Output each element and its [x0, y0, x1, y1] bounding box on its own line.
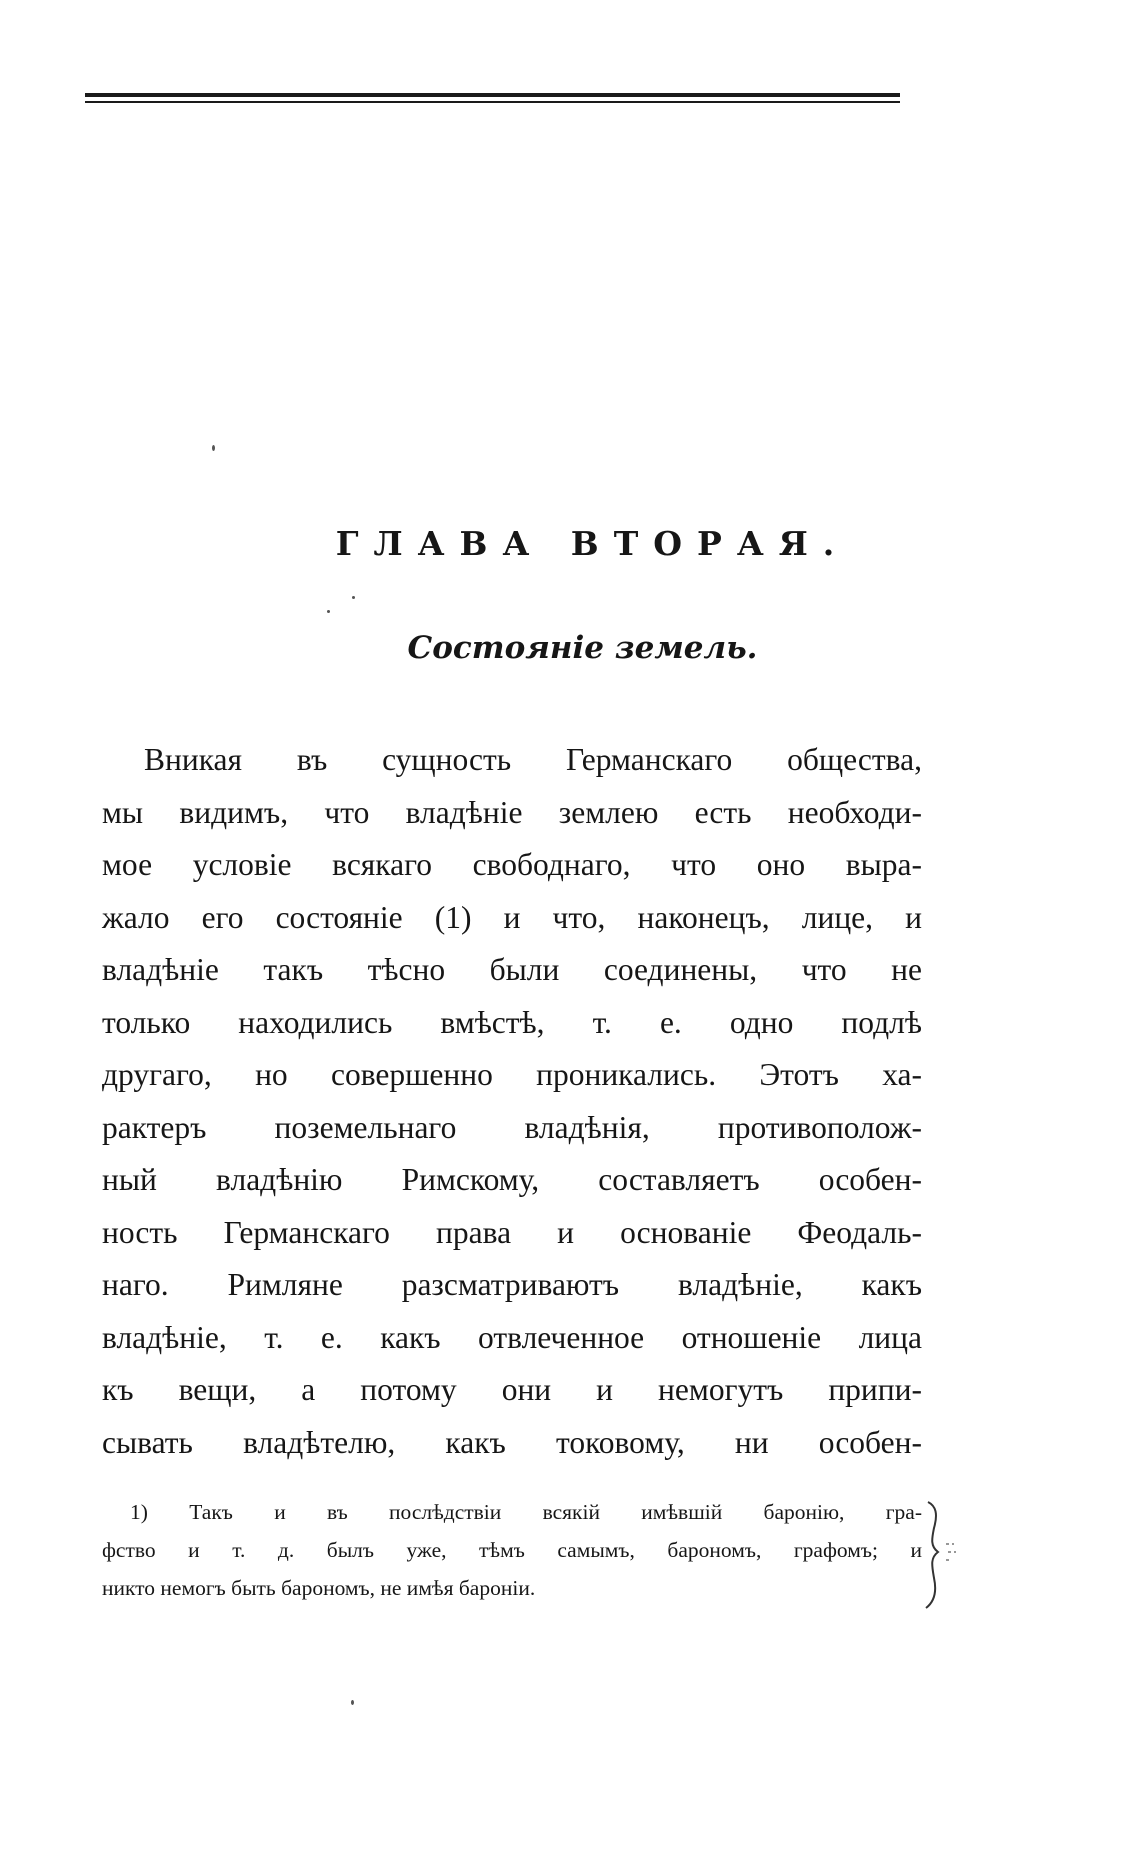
- body-line: другаго, но совершенно проникались. Этотъ ха-: [102, 1057, 922, 1092]
- body-line: только находились вмѣстѣ, т. е. одно подлѣ: [102, 1004, 922, 1040]
- body-line: ный владѣнiю Римскому, составляетъ особен-: [102, 1162, 922, 1197]
- body-line: наго. Римляне разсматриваютъ владѣнiе, какъ: [102, 1267, 922, 1302]
- body-line: жало его состоянiе (1) и что, наконецъ, лице, и: [102, 899, 922, 935]
- footnote-line: 1) Такъ и въ послѣдствiи всякiй имѣвшiй баронiю, гра-: [130, 1500, 922, 1524]
- body-line: сывать владѣтелю, какъ токовому, ни особен-: [102, 1424, 922, 1460]
- chapter-title: ГЛАВА ВТОРАЯ.: [335, 524, 850, 563]
- body-line: Вникая въ сущность Германскаго общества,: [144, 742, 922, 777]
- body-line: мое условiе всякаго свободнаго, что оно выра-: [102, 847, 922, 882]
- stray-dot: [327, 610, 330, 613]
- body-line: рактеръ поземельнаго владѣнiя, противополож-: [102, 1109, 922, 1145]
- footnote: [102, 1493, 922, 1607]
- body-line: мы видимъ, что владѣнiе землею есть необходи-: [102, 794, 922, 830]
- stray-dot: [351, 1700, 354, 1705]
- stray-dot: [352, 596, 355, 599]
- body-line: къ вещи, а потому они и немогутъ припи-: [102, 1372, 922, 1407]
- body-paragraph: [102, 734, 922, 1469]
- top-rule-thin: [85, 101, 900, 103]
- body-line: ность Германскаго права и основанiе Феодаль-: [102, 1214, 922, 1250]
- body-line: владѣнiе такъ тѣсно были соединены, что не: [102, 952, 922, 987]
- chapter-subtitle: Состоянiе земель.: [407, 630, 758, 666]
- body-line: владѣнiе, т. е. какъ отвлеченное отношенiе лица: [102, 1319, 922, 1355]
- handwritten-brace-mark: [922, 1500, 962, 1610]
- stray-dot: [212, 445, 215, 451]
- top-rule-thick: [85, 93, 900, 97]
- footnote-line: фство и т. д. былъ уже, тѣмъ самымъ, барономъ, графомъ; и: [102, 1538, 922, 1562]
- footnote-line: никто немогъ быть барономъ, не имѣя баронiи.: [102, 1576, 536, 1600]
